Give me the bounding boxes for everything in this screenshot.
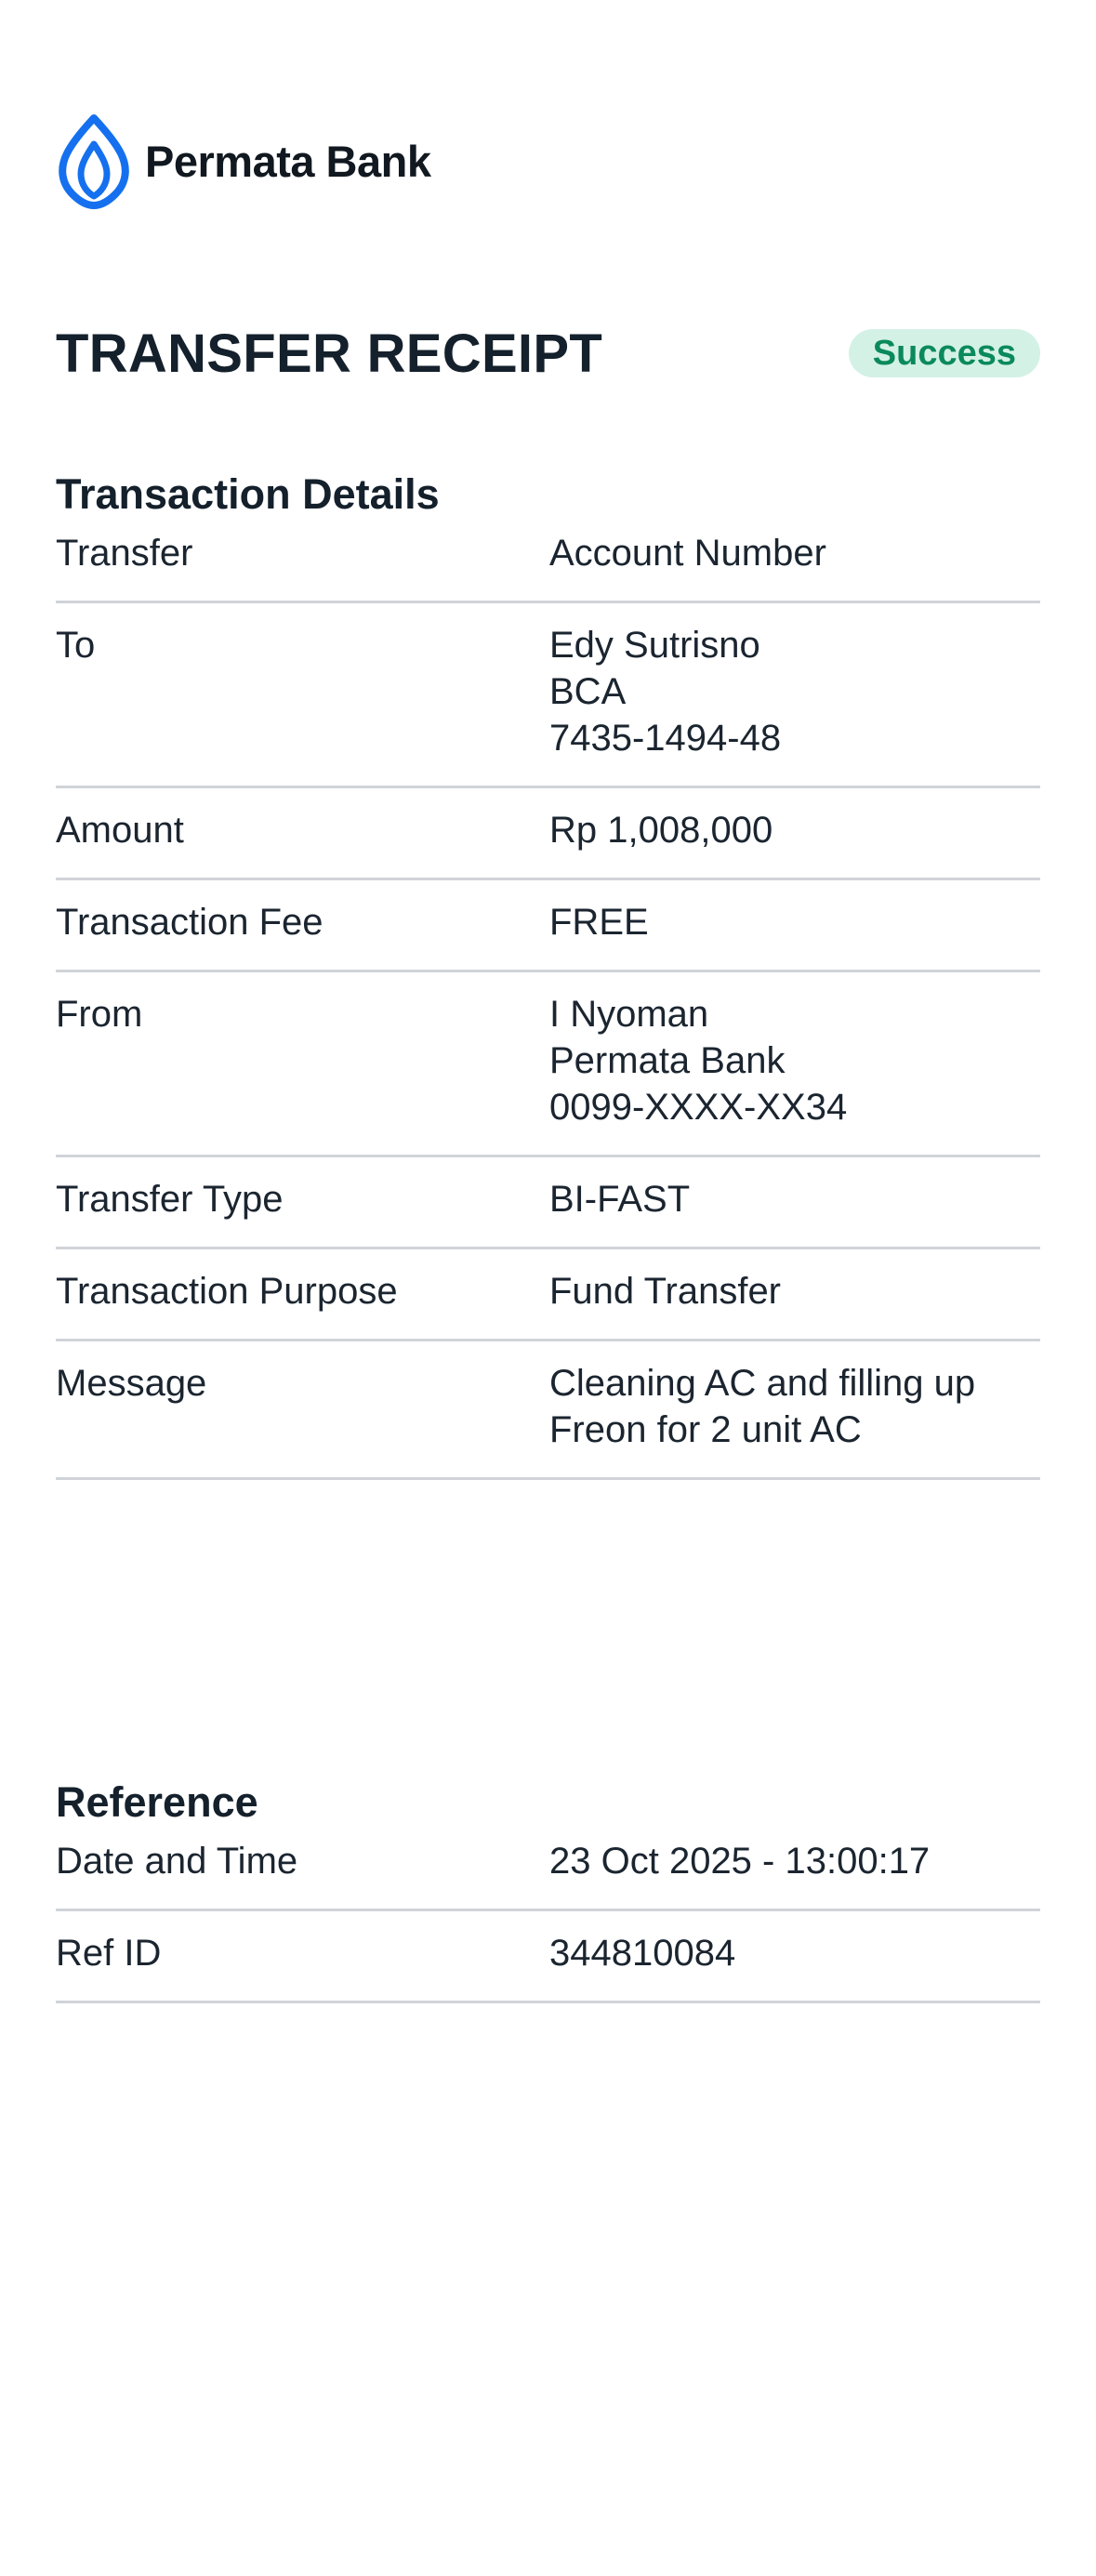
detail-value (549, 1268, 1040, 1314)
detail-value-line: FREE (549, 902, 649, 943)
detail-label: From (56, 994, 143, 1035)
detail-value-line: Rp 1,008,000 (549, 810, 773, 851)
detail-row (56, 1838, 1040, 1911)
detail-value (549, 530, 1040, 576)
detail-value (549, 1930, 1040, 1976)
transaction-details-list (56, 530, 1040, 1480)
detail-value-line: 344810084 (549, 1933, 736, 1974)
detail-value (549, 1838, 1040, 1884)
detail-value-line: 7435-1494-48 (549, 718, 782, 759)
detail-row (56, 1341, 1040, 1480)
transaction-details-section (56, 459, 1040, 1480)
detail-row (56, 788, 1040, 880)
detail-value-line: Account Number (549, 533, 826, 574)
detail-value-line: Permata Bank (549, 1040, 786, 1081)
detail-row (56, 972, 1040, 1157)
detail-value-line: Freon for 2 unit AC (549, 1409, 862, 1450)
detail-value-line: 23 Oct 2025 - 13:00:17 (549, 1841, 931, 1882)
detail-value-line: Fund Transfer (549, 1271, 782, 1312)
detail-value (549, 991, 1040, 1130)
receipt-header (56, 316, 1040, 390)
detail-row (56, 1157, 1040, 1249)
detail-value-line: Edy Sutrisno (549, 625, 760, 666)
detail-label: Transaction Fee (56, 902, 324, 943)
permata-drop-logo-icon (56, 112, 132, 209)
reference-section (56, 1767, 1040, 2003)
detail-row (56, 880, 1040, 972)
detail-label: Transfer (56, 533, 193, 574)
detail-value-line: Cleaning AC and filling up (549, 1363, 976, 1404)
detail-label: Message (56, 1363, 207, 1404)
detail-value-line: 0099-XXXX-XX34 (549, 1087, 848, 1128)
section-title-transaction-details: Transaction Details (56, 470, 440, 518)
detail-label: Amount (56, 810, 184, 851)
detail-label: Transfer Type (56, 1179, 284, 1220)
detail-value-line: BI-FAST (549, 1179, 691, 1220)
detail-label: Ref ID (56, 1933, 162, 1974)
detail-value-line: I Nyoman (549, 994, 709, 1035)
brand-name: Permata Bank (145, 136, 431, 186)
detail-row (56, 1911, 1040, 2003)
reference-list (56, 1838, 1040, 2003)
detail-row (56, 530, 1040, 603)
brand-header (56, 110, 431, 212)
detail-label: Date and Time (56, 1841, 298, 1882)
section-title-reference: Reference (56, 1778, 258, 1826)
detail-value (549, 622, 1040, 761)
detail-value (549, 807, 1040, 853)
page-title: TRANSFER RECEIPT (56, 323, 603, 384)
status-badge: Success (849, 329, 1040, 377)
detail-row (56, 603, 1040, 788)
detail-value (549, 1360, 1040, 1453)
detail-row (56, 1249, 1040, 1341)
detail-label: Transaction Purpose (56, 1271, 398, 1312)
detail-value-line: BCA (549, 671, 627, 712)
detail-value (549, 899, 1040, 945)
detail-value (549, 1176, 1040, 1222)
detail-label: To (56, 625, 96, 666)
